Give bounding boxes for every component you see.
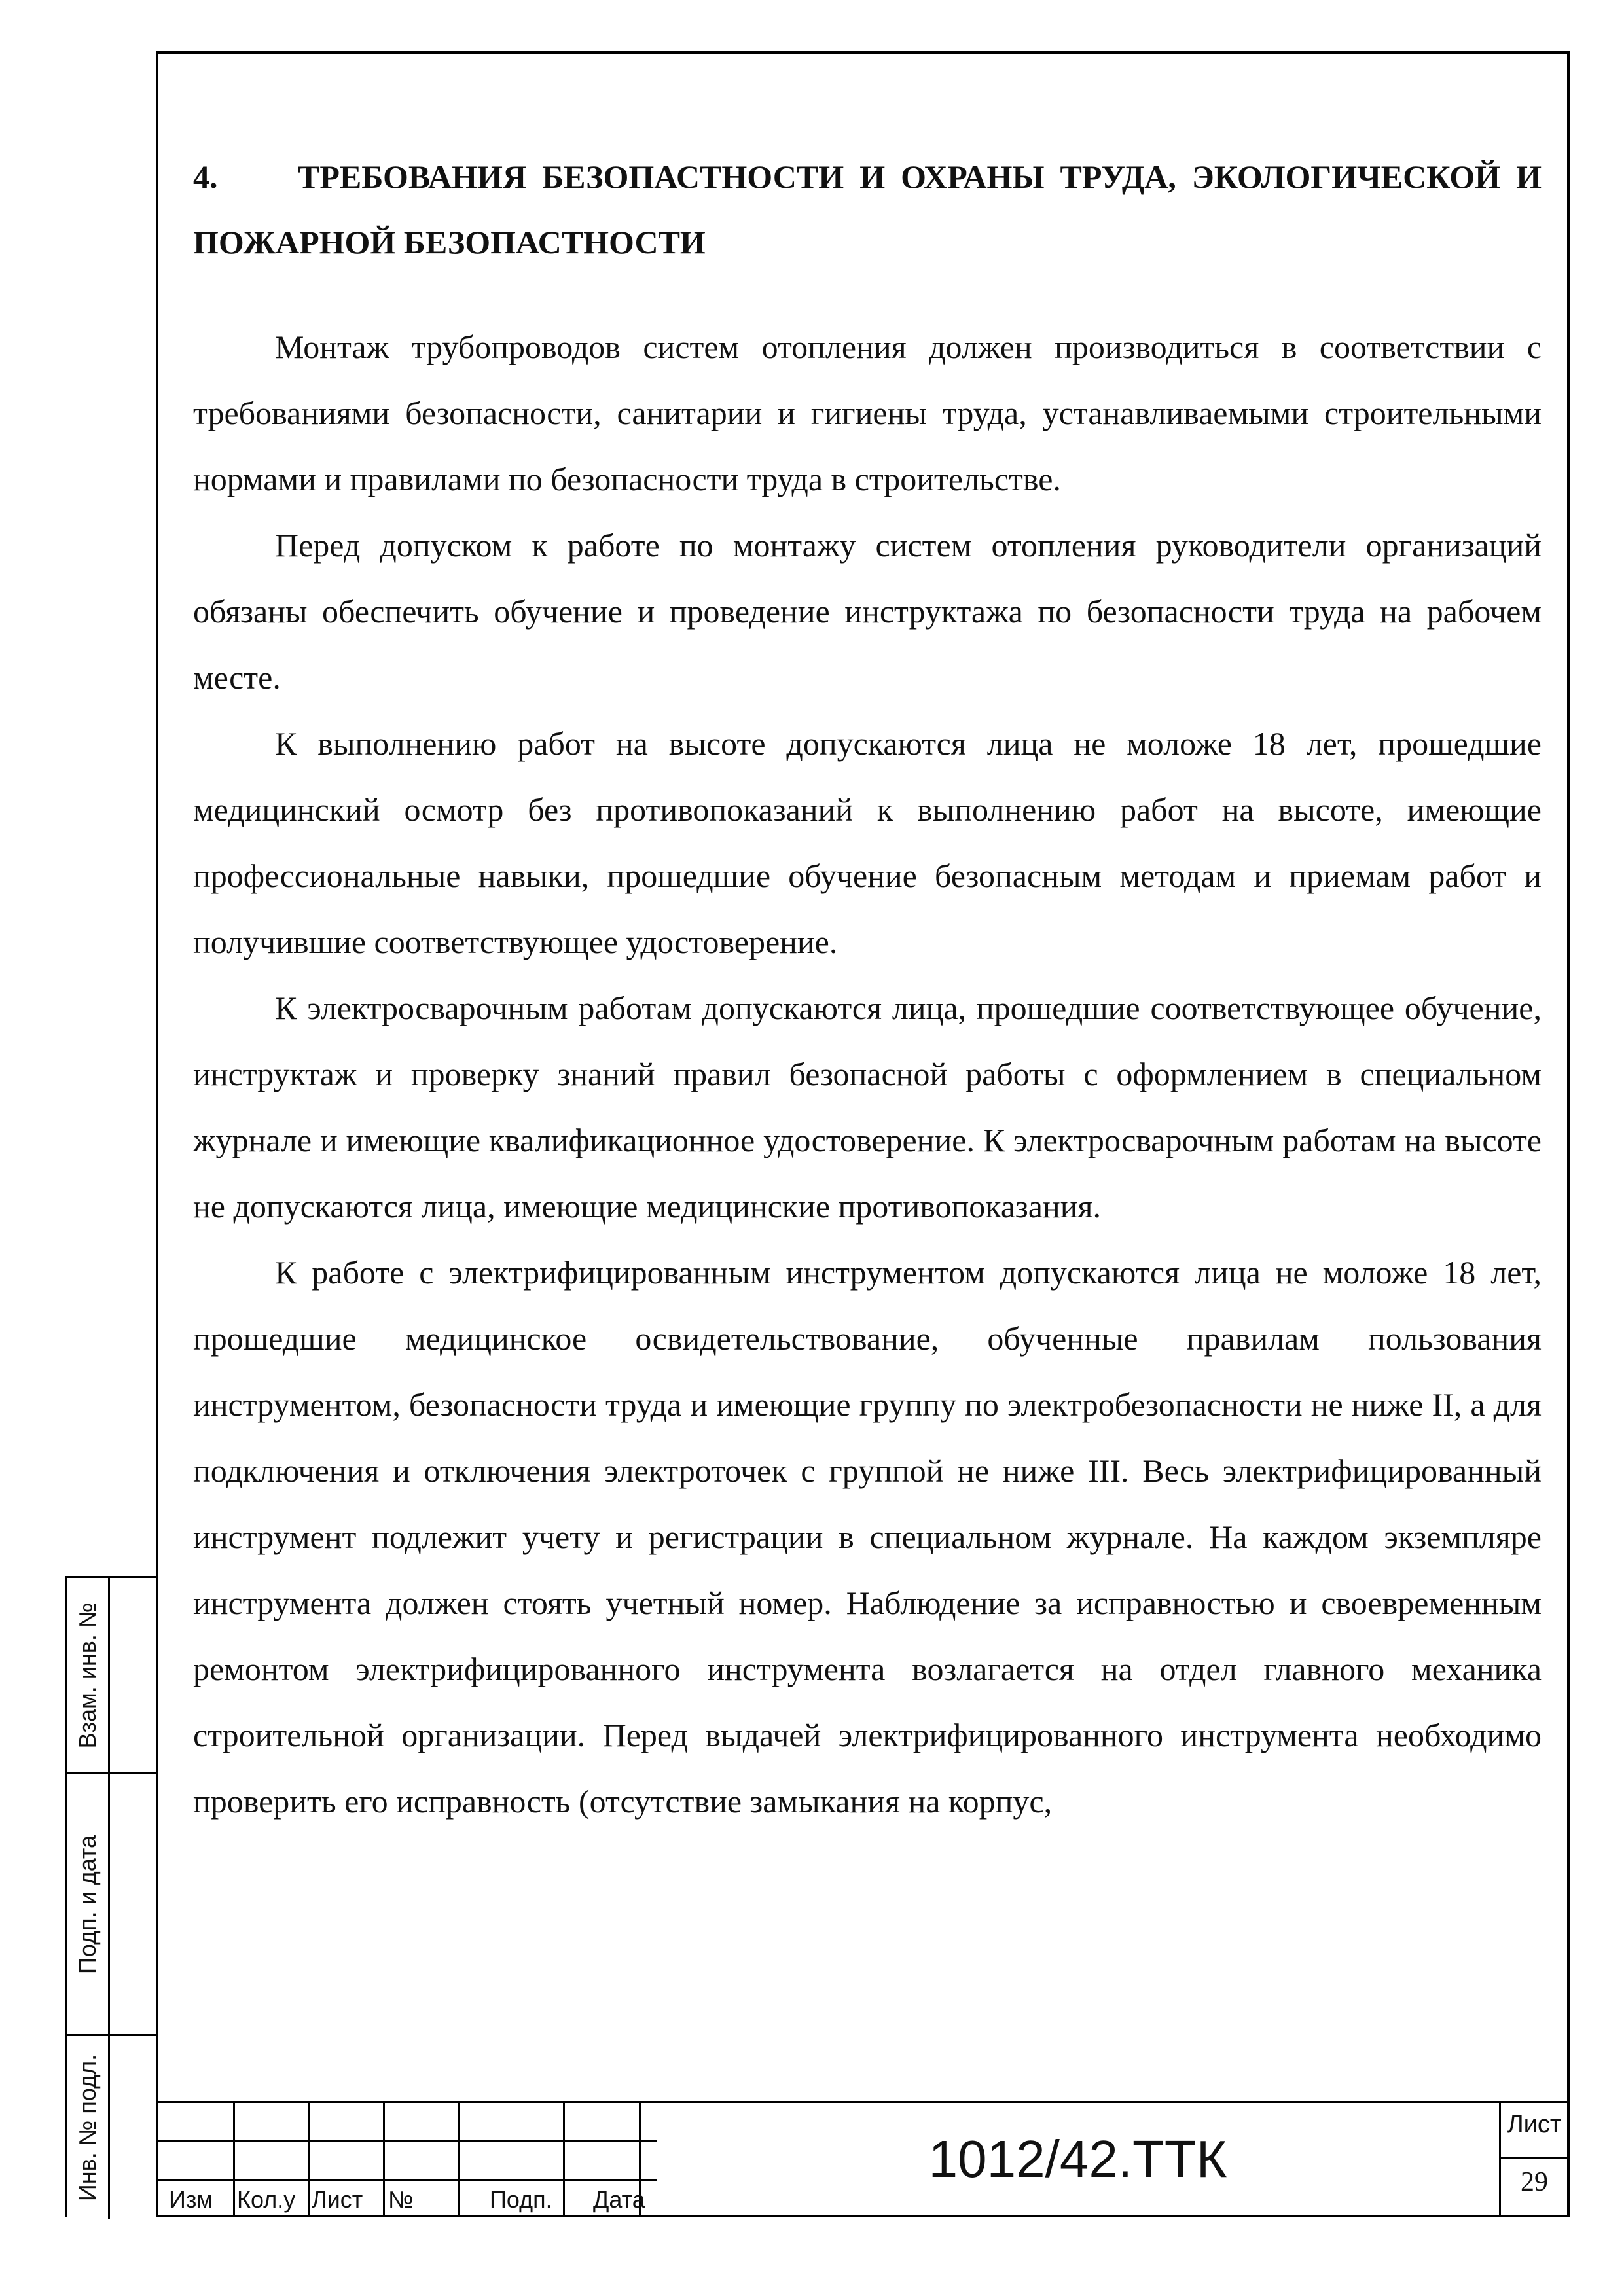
header-sheet: Лист (312, 2186, 363, 2213)
header-signature: Подп. (490, 2186, 552, 2213)
original-inv-label: Инв. № подл. (74, 2054, 101, 2202)
document-code: 1012/42.ТТК (928, 2130, 1227, 2188)
header-date: Дата (593, 2186, 645, 2213)
paragraph: К работе с электрифицированным инструментом допускаются лица не моложе 18 лет, прошедшие медицинское освидетельствование, обученные правилам пользования инструментом, безопасности труда и имеющие группу по электробезопасности не ниже II, а для подключения и отключения электроточек с группой не ниже III. Весь электрифицированный инструмент подлежит учету и регистрации в специальном журнале. На каждом экземпляре инструмента должен стоять учетный номер. Наблюдение за исправностью и своевременным ремонтом электрифицированного инструмента возлагается на отдел главного механика строительной организации. Перед выдачей электрифицированного инструмента необходимо проверить его исправность (отсутствие замыкания на корпус, (193, 1254, 1542, 1820)
section-title: ТРЕБОВАНИЯ БЕЗОПАСТНОСТИ И ОХРАНЫ ТРУДА, ЭКОЛОГИЧЕСКОЙ И ПОЖАРНОЙ БЕЗОПАСТНОСТИ (193, 158, 1542, 260)
replacement-inv-label: Взам. инв. № (74, 1602, 101, 1749)
paragraph: К электросварочным работам допускаются лица, прошедшие соответствующее обучение, инструктаж и проверку знаний правил безопасной работы с оформлением в специальном журнале и имеющие квалификационное удостоверение. К электросварочным работам на высоте не допускаются лица, имеющие медицинские противопоказания. (193, 990, 1542, 1225)
side-cell-original-inv (67, 2036, 156, 2219)
side-stamp (65, 1576, 156, 2217)
header-count: Кол.у (237, 2186, 296, 2213)
section-heading (193, 144, 1542, 275)
paragraph: Перед допуском к работе по монтажу систем отопления руководители организаций обязаны обеспечить обучение и проведение инструктажа по безопасности труда на рабочем месте. (193, 527, 1542, 696)
side-cell-signature-date (67, 1774, 156, 2036)
paragraph: К выполнению работ на высоте допускаются лица не моложе 18 лет, прошедшие медицинский осмотр без противопоказаний к выполнению работ на высоте, имеющие профессиональные навыки, прошедшие обучение безопасным методам и приемам работ и получившие соответствующее удостоверение. (193, 725, 1542, 960)
side-cell-replacement-inv (67, 1578, 156, 1774)
signature-date-label: Подп. и дата (74, 1835, 101, 1974)
header-change: Изм (169, 2186, 213, 2213)
document-body (193, 144, 1542, 1835)
paragraph: Монтаж трубопроводов систем отопления должен производиться в соответствии с требованиями безопасности, санитарии и гигиены труда, устанавливаемыми строительными нормами и правилами по безопасности труда в строительстве. (193, 329, 1542, 497)
sheet-number: 29 (1521, 2167, 1548, 2197)
sheet-label: Лист (1507, 2111, 1562, 2138)
header-doc-number: № (388, 2186, 414, 2213)
section-number: 4. (193, 158, 218, 195)
